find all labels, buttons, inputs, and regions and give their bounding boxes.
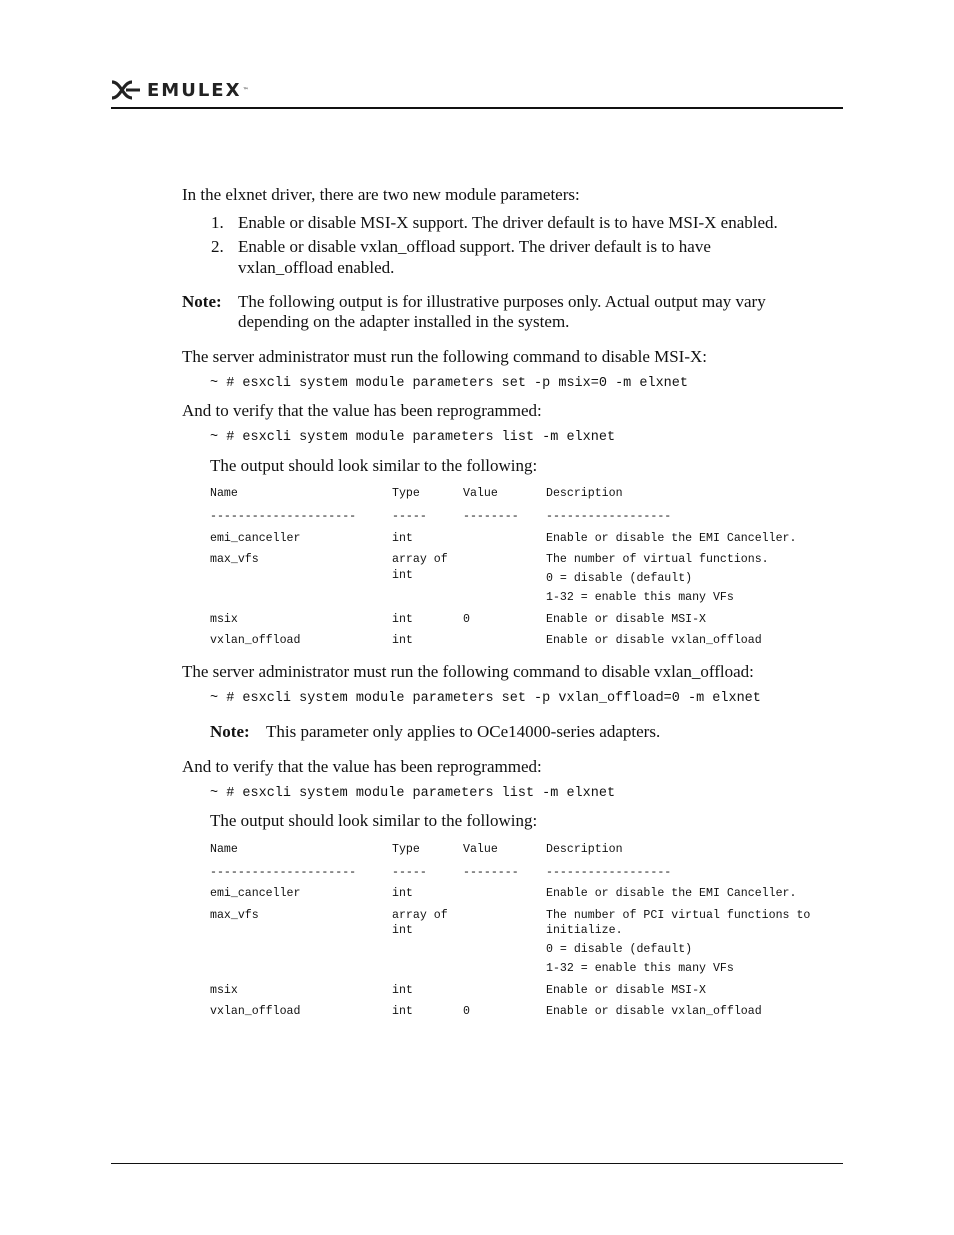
header-separator: --------------------- <box>210 510 357 523</box>
cell-value: 0 <box>463 1005 470 1018</box>
cell-name: max_vfs <box>210 909 259 922</box>
note-label: Note: <box>182 292 222 311</box>
cell-type: int <box>392 924 413 937</box>
column-header-value: Value <box>463 487 498 500</box>
logo-trademark: ™ <box>242 86 249 94</box>
paragraph-disable-msix: The server administrator must run the following command to disable MSI-X: <box>182 347 708 366</box>
note-text: depending on the adapter installed in the system. <box>238 312 570 331</box>
column-header-name: Name <box>210 487 238 500</box>
cell-description-detail: 0 = disable (default) <box>546 572 693 585</box>
cell-type: int <box>392 569 413 582</box>
cell-description: initialize. <box>546 924 623 937</box>
output-intro: The output should look similar to the following: <box>210 456 538 475</box>
intro-text: In the elxnet driver, there are two new module parameters: <box>182 185 580 204</box>
column-header-type: Type <box>392 843 420 856</box>
cell-value: 0 <box>463 613 470 626</box>
emulex-x-icon <box>111 79 141 101</box>
header-separator: ----- <box>392 866 427 879</box>
header-rule <box>111 107 843 109</box>
note-label: Note: <box>210 722 250 741</box>
cell-name: emi_canceller <box>210 887 301 900</box>
footer-rule <box>111 1163 843 1164</box>
cell-type: int <box>392 532 413 545</box>
output-intro: The output should look similar to the following: <box>210 811 538 830</box>
header-separator: --------------------- <box>210 866 357 879</box>
column-header-description: Description <box>546 843 623 856</box>
cell-description: Enable or disable vxlan_offload <box>546 1005 762 1018</box>
cell-type: int <box>392 1005 413 1018</box>
header-separator: -------- <box>463 866 519 879</box>
cell-description-detail: 1-32 = enable this many VFs <box>546 591 734 604</box>
cell-type: array of <box>392 553 448 566</box>
cell-description: The number of virtual functions. <box>546 553 769 566</box>
cell-description: Enable or disable MSI-X <box>546 984 707 997</box>
cell-name: vxlan_offload <box>210 1005 301 1018</box>
cell-name: max_vfs <box>210 553 259 566</box>
list-number: 2. <box>211 237 224 256</box>
cell-name: msix <box>210 984 238 997</box>
paragraph-verify: And to verify that the value has been reprogrammed: <box>182 757 542 776</box>
list-item-text: vxlan_offload enabled. <box>238 258 395 277</box>
header-separator: ------------------ <box>546 510 672 523</box>
column-header-description: Description <box>546 487 623 500</box>
cell-description: The number of PCI virtual functions to <box>546 909 811 922</box>
header-separator: ----- <box>392 510 427 523</box>
cell-description-detail: 1-32 = enable this many VFs <box>546 962 734 975</box>
command-list-params: ~ # esxcli system module parameters list -m elxnet <box>210 430 616 445</box>
command-set-vxlan: ~ # esxcli system module parameters set -p vxlan_offload=0 -m elxnet <box>210 691 761 706</box>
note-text: This parameter only applies to OCe14000-series adapters. <box>266 722 661 741</box>
column-header-name: Name <box>210 843 238 856</box>
cell-type: int <box>392 984 413 997</box>
note-text: The following output is for illustrative purposes only. Actual output may vary <box>238 292 766 311</box>
cell-description-detail: 0 = disable (default) <box>546 943 693 956</box>
cell-description: Enable or disable the EMI Canceller. <box>546 887 797 900</box>
paragraph-verify: And to verify that the value has been reprogrammed: <box>182 401 542 420</box>
cell-type: int <box>392 887 413 900</box>
logo-text: EMULEX <box>147 79 242 101</box>
list-item-text: Enable or disable vxlan_offload support. The driver default is to have <box>238 237 711 256</box>
list-item-text: Enable or disable MSI-X support. The driver default is to have MSI-X enabled. <box>238 213 778 232</box>
command-set-msix: ~ # esxcli system module parameters set -p msix=0 -m elxnet <box>210 376 688 391</box>
cell-type: int <box>392 634 413 647</box>
cell-name: msix <box>210 613 238 626</box>
header-separator: -------- <box>463 510 519 523</box>
cell-description: Enable or disable the EMI Canceller. <box>546 532 797 545</box>
paragraph-disable-vxlan: The server administrator must run the following command to disable vxlan_offload: <box>182 662 754 681</box>
cell-description: Enable or disable vxlan_offload <box>546 634 762 647</box>
header-separator: ------------------ <box>546 866 672 879</box>
command-list-params: ~ # esxcli system module parameters list -m elxnet <box>210 786 616 801</box>
cell-description: Enable or disable MSI-X <box>546 613 707 626</box>
column-header-value: Value <box>463 843 498 856</box>
list-number: 1. <box>211 213 224 232</box>
cell-type: int <box>392 613 413 626</box>
emulex-logo <box>111 78 248 102</box>
cell-name: vxlan_offload <box>210 634 301 647</box>
column-header-type: Type <box>392 487 420 500</box>
cell-type: array of <box>392 909 448 922</box>
cell-name: emi_canceller <box>210 532 301 545</box>
